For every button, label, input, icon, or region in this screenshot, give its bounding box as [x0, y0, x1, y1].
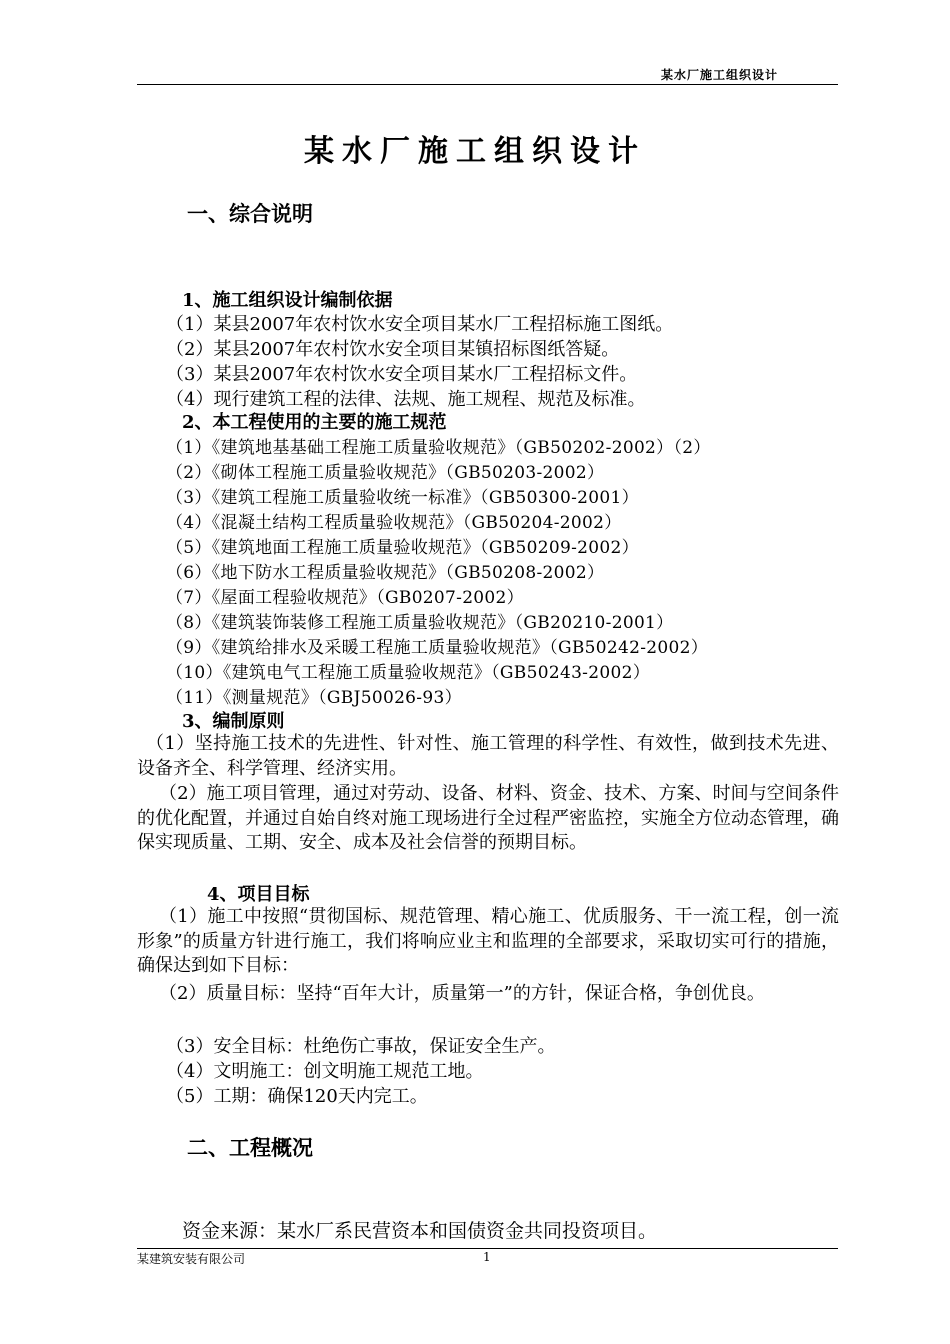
footer-company: 某建筑安装有限公司	[137, 1252, 246, 1266]
paragraph: （2）施工项目管理，通过对劳动、设备、材料、资金、技术、方案、时间与空间条件的优化配置，并通过自始自终对施工现场进行全过程严密监控，实施全方位动态管理，确保实现质量、工期、安全、成本及社会信誉的预期目标。	[137, 783, 839, 853]
sub4-heading: 4、项目目标	[207, 884, 310, 905]
list-item: （4）《混凝土结构工程质量验收规范》（GB50204-2002）	[166, 513, 622, 533]
section1-heading: 一、综合说明	[187, 201, 313, 226]
footer-rule	[137, 1248, 838, 1249]
paragraph: （1）坚持施工技术的先进性、针对性、施工管理的科学性、有效性，做到技术先进、设备齐全、科学管理、经济实用。	[137, 733, 839, 779]
list-item: （6）《地下防水工程质量验收规范》（GB50208-2002）	[166, 563, 605, 583]
list-item: （5）《建筑地面工程施工质量验收规范》（GB50209-2002）	[166, 538, 639, 558]
running-header: 某水厂施工组织设计	[660, 68, 778, 82]
page-number: 1	[483, 1250, 491, 1264]
section2-heading: 二、工程概况	[187, 1135, 313, 1160]
list-item: （7）《屋面工程验收规范》（GB0207-2002）	[166, 588, 524, 608]
list-item: （1）《建筑地基基础工程施工质量验收规范》（GB50202-2002）（2）	[166, 438, 711, 458]
list-item: （10）《建筑电气工程施工质量验收规范》（GB50243-2002）	[166, 663, 650, 683]
list-item: （2）某县2007年农村饮水安全项目某镇招标图纸答疑。	[166, 339, 620, 360]
list-item: （1）某县2007年农村饮水安全项目某水厂工程招标施工图纸。	[166, 314, 674, 335]
list-item: （4）现行建筑工程的法律、法规、施工规程、规范及标准。	[166, 389, 646, 410]
list-item: （3）某县2007年农村饮水安全项目某水厂工程招标文件。	[166, 364, 638, 385]
paragraph: （2）质量目标：坚持“百年大计，质量第一”的方针，保证合格，争创优良。	[159, 983, 765, 1004]
list-item: （3）安全目标：杜绝伤亡事故，保证安全生产。	[166, 1036, 556, 1057]
document-title: 某水厂施工组织设计	[304, 134, 646, 169]
paragraph: （1）施工中按照“贯彻国标、规范管理、精心施工、优质服务、干一流工程，创一流形象”的质量方针进行施工，我们将响应业主和监理的全部要求，采取切实可行的措施，确保达到如下目标：	[137, 906, 839, 976]
list-item: （2）《砌体工程施工质量验收规范》（GB50203-2002）	[166, 463, 605, 483]
sub2-heading: 2、本工程使用的主要的施工规范	[182, 412, 447, 433]
header-rule	[137, 84, 838, 85]
sub3-heading: 3、编制原则	[182, 711, 285, 732]
sub1-heading: 1、施工组织设计编制依据	[182, 290, 393, 311]
list-item: （5）工期：确保120天内完工。	[166, 1086, 428, 1107]
list-item: （11）《测量规范》（GBJ50026-93）	[166, 688, 462, 708]
list-item: （4）文明施工：创文明施工规范工地。	[166, 1061, 484, 1082]
list-item: （8）《建筑装饰装修工程施工质量验收规范》（GB20210-2001）	[166, 613, 674, 633]
list-item: （3）《建筑工程施工质量验收统一标准》（GB50300-2001）	[166, 488, 639, 508]
funding-line: 资金来源：某水厂系民营资本和国债资金共同投资项目。	[182, 1220, 658, 1242]
list-item: （9）《建筑给排水及采暖工程施工质量验收规范》（GB50242-2002）	[166, 638, 709, 658]
